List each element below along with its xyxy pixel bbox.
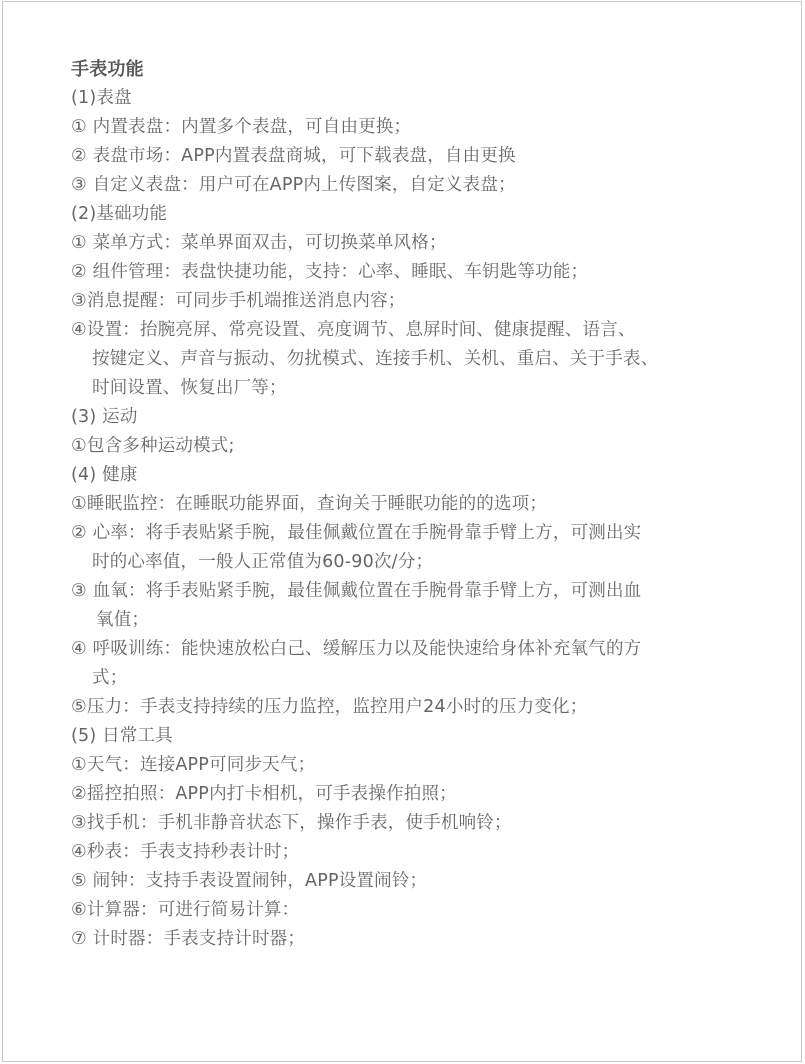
list-item: ② 心率：将手表贴紧手腕，最佳佩戴位置在手腕骨靠手臂上方，可测出实 bbox=[71, 523, 642, 543]
list-item: ⑤压力：手表支持持续的压力监控，监控用户24小时的压力变化； bbox=[71, 697, 588, 717]
list-item: ②摇控拍照：APP内打卡相机，可手表操作拍照； bbox=[71, 784, 457, 804]
list-item: ③找手机：手机非静音状态下，操作手表，使手机响铃； bbox=[71, 813, 512, 833]
subsection-heading: (3) 运动 bbox=[71, 407, 138, 427]
list-item-continuation: 时的心率值，一般人正常值为60-90次/分； bbox=[92, 552, 434, 572]
list-item-continuation: 氧值； bbox=[96, 610, 150, 630]
list-item: ⑥计算器：可进行简易计算： bbox=[71, 900, 300, 920]
subsection-heading: (2)基础功能 bbox=[71, 204, 168, 224]
document-page bbox=[2, 1, 802, 1062]
subsection-heading: (1)表盘 bbox=[71, 88, 132, 108]
list-item: ③ 血氧：将手表贴紧手腕，最佳佩戴位置在手腕骨靠手臂上方，可测出血 bbox=[71, 581, 642, 601]
list-item-continuation: 时间设置、恢复出厂等； bbox=[92, 378, 287, 398]
list-item: ⑤ 闹钟：支持手表设置闹钟，APP设置闹铃； bbox=[71, 871, 428, 891]
list-item: ③ 自定义表盘：用户可在APP内上传图案，自定义表盘； bbox=[71, 175, 516, 195]
list-item: ① 菜单方式：菜单界面双击，可切换菜单风格； bbox=[71, 233, 447, 253]
list-item: ① 内置表盘：内置多个表盘，可自由更换； bbox=[71, 117, 412, 137]
list-item: ④秒表：手表支持秒表计时； bbox=[71, 842, 300, 862]
list-item: ② 表盘市场：APP内置表盘商城，可下载表盘，自由更换 bbox=[71, 146, 516, 166]
list-item: ② 组件管理：表盘快捷功能，支持：心率、睡眠、车钥匙等功能； bbox=[71, 262, 589, 282]
list-item: ①包含多种运动模式; bbox=[71, 436, 235, 456]
list-item: ④ 呼吸训练：能快速放松白己、缓解压力以及能快速给身体补充氧气的方 bbox=[71, 639, 642, 659]
subsection-heading: (4) 健康 bbox=[71, 465, 138, 485]
list-item: ③消息提醒：可同步手机端推送消息内容； bbox=[71, 291, 406, 311]
list-item: ⑦ 计时器：手表支持计时器； bbox=[71, 929, 306, 949]
list-item: ④设置：抬腕亮屏、常亮设置、亮度调节、息屏时间、健康提醒、语言、 bbox=[71, 320, 636, 340]
list-item: ①天气：连接APP可同步天气； bbox=[71, 755, 316, 775]
section-title: 手表功能 bbox=[71, 59, 144, 80]
subsection-heading: (5) 日常工具 bbox=[71, 726, 173, 746]
list-item-continuation: 式； bbox=[92, 668, 128, 688]
list-item-continuation: 按键定义、声音与振动、勿扰模式、连接手机、关机、重启、关于手表、 bbox=[92, 349, 659, 369]
list-item: ①睡眠监控：在睡眠功能界面，查询关于睡眠功能的的选项； bbox=[71, 494, 548, 514]
feature-list bbox=[71, 55, 771, 954]
